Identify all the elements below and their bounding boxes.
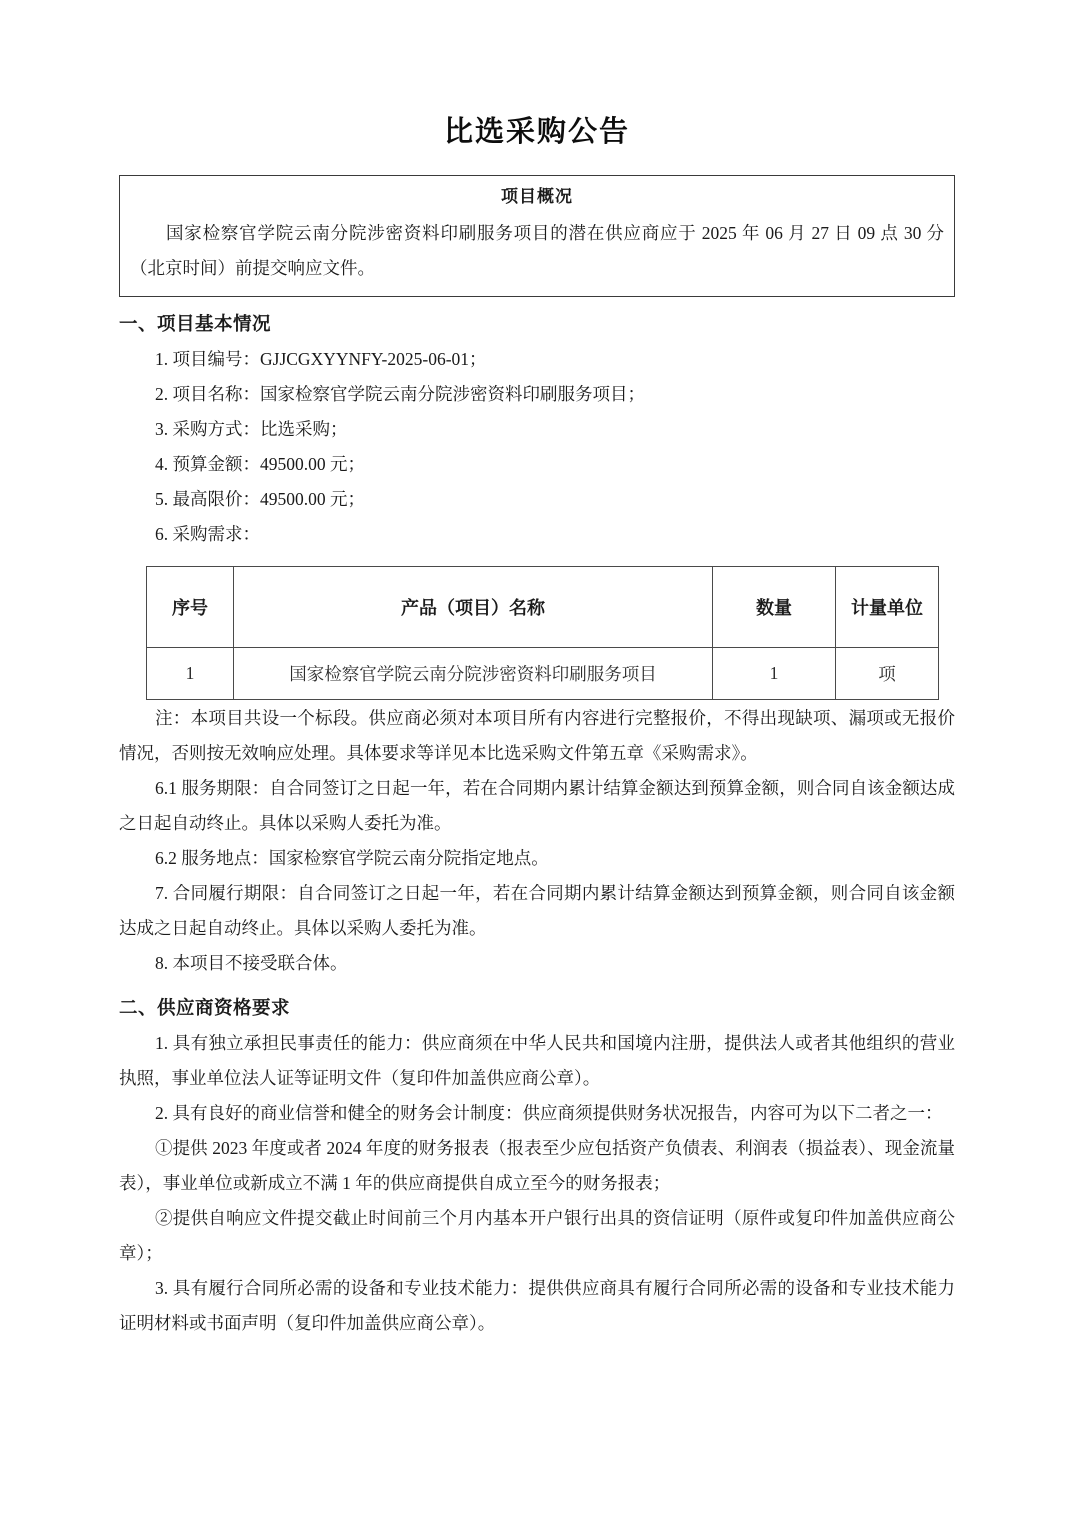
procurement-requirements-table bbox=[146, 566, 939, 700]
section-heading-supplier-qualifications: 二、供应商资格要求 bbox=[119, 999, 291, 1019]
qualification-item-bank-credit-certificate: ②提供自响应文件提交截止时间前三个月内基本开户银行出具的资信证明（原件或复印件加盖供应商公章）； bbox=[119, 1208, 955, 1263]
basic-info-item-service-period: 6.1 服务期限：自合同签订之日起一年，若在合同期内累计结算金额达到预算金额，则合同自该金额达成之日起自动终止。具体以采购人委托为准。 bbox=[119, 778, 955, 833]
basic-info-item-project-name: 2. 项目名称：国家检察官学院云南分院涉密资料印刷服务项目； bbox=[155, 384, 645, 404]
qualification-item-financial-system: 2. 具有良好的商业信誉和健全的财务会计制度：供应商须提供财务状况报告，内容可为以下二者之一： bbox=[155, 1103, 943, 1123]
basic-info-item-max-price: 5. 最高限价：49500.00 元； bbox=[155, 489, 365, 509]
page-title: 比选采购公告 bbox=[443, 116, 630, 148]
project-overview-heading: 项目概况 bbox=[501, 187, 573, 206]
basic-info-item-requirements-label: 6. 采购需求： bbox=[155, 524, 260, 544]
project-overview-box bbox=[119, 175, 955, 297]
qualification-item-financial-statements: ①提供 2023 年度或者 2024 年度的财务报表（报表至少应包括资产负债表、利润表（损益表）、现金流量表），事业单位或新成立不满 1 年的供应商提供自成立至今的财务报表； bbox=[119, 1138, 955, 1193]
basic-info-item-budget-amount: 4. 预算金额：49500.00 元； bbox=[155, 454, 365, 474]
table-header-index: 序号 bbox=[147, 567, 234, 648]
basic-info-item-service-location: 6.2 服务地点：国家检察官学院云南分院指定地点。 bbox=[155, 848, 549, 868]
table-header-unit: 计量单位 bbox=[836, 567, 939, 648]
table-header-row bbox=[147, 567, 939, 648]
qualification-item-legal-capacity: 1. 具有独立承担民事责任的能力：供应商须在中华人民共和国境内注册，提供法人或者其他组织的营业执照，事业单位法人证等证明文件（复印件加盖供应商公章）。 bbox=[119, 1033, 955, 1088]
table-cell-product-name: 国家检察官学院云南分院涉密资料印刷服务项目 bbox=[234, 648, 713, 700]
basic-info-item-no-consortium: 8. 本项目不接受联合体。 bbox=[155, 953, 348, 973]
qualification-item-equipment-capability: 3. 具有履行合同所必需的设备和专业技术能力：提供供应商具有履行合同所必需的设备和专业技术能力证明材料或书面声明（复印件加盖供应商公章）。 bbox=[119, 1278, 955, 1333]
project-overview-text: 国家检察官学院云南分院涉密资料印刷服务项目的潜在供应商应于 2025 年 06 月 27 日 09 点 30 分（北京时间）前提交响应文件。 bbox=[130, 223, 944, 278]
table-row bbox=[147, 648, 939, 700]
procurement-table-note: 注：本项目共设一个标段。供应商必须对本项目所有内容进行完整报价，不得出现缺项、漏项或无报价情况，否则按无效响应处理。具体要求等详见本比选采购文件第五章《采购需求》。 bbox=[119, 708, 955, 763]
table-header-product-name: 产品（项目）名称 bbox=[234, 567, 713, 648]
table-cell-unit: 项 bbox=[836, 648, 939, 700]
table-cell-quantity: 1 bbox=[713, 648, 836, 700]
basic-info-item-contract-period: 7. 合同履行期限：自合同签订之日起一年，若在合同期内累计结算金额达到预算金额，则合同自该金额达成之日起自动终止。具体以采购人委托为准。 bbox=[119, 883, 955, 938]
section-heading-basic-info: 一、项目基本情况 bbox=[119, 315, 272, 335]
table-header-quantity: 数量 bbox=[713, 567, 836, 648]
basic-info-item-procurement-method: 3. 采购方式：比选采购； bbox=[155, 419, 348, 439]
table-cell-index: 1 bbox=[147, 648, 234, 700]
basic-info-item-project-number: 1. 项目编号：GJJCGXYYNFY-2025-06-01； bbox=[155, 349, 487, 369]
